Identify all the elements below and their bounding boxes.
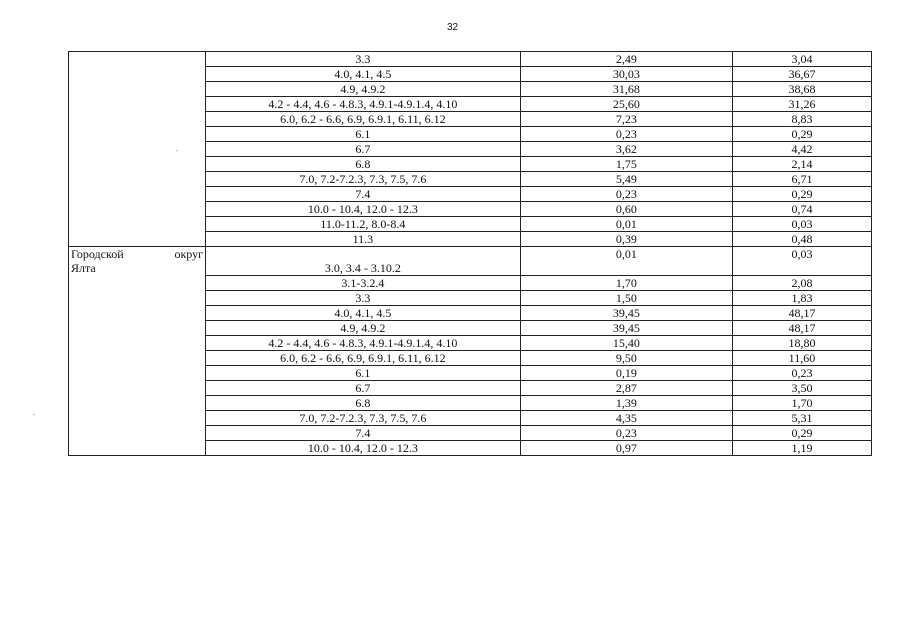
zone-code-text: 11.0-11.2, 8.0-8.4 <box>320 217 406 231</box>
zone-code-cell <box>206 82 521 97</box>
zone-code-text: 4.2 - 4.4, 4.6 - 4.8.3, 4.9.1-4.9.1.4, 4.10 <box>268 97 458 111</box>
zone-code-text: 6.7 <box>355 142 371 156</box>
zone-code-cell <box>206 321 521 336</box>
table-body <box>69 52 872 456</box>
value-cell-2: 48,17 <box>732 306 871 321</box>
value-cell-1: 2,87 <box>520 381 732 396</box>
zone-code-cell <box>206 247 521 276</box>
value-cell-2: 11,60 <box>732 351 871 366</box>
zone-code-cell <box>206 411 521 426</box>
value-cell-1: 0,01 <box>520 217 732 232</box>
region-name-line2: Ялта <box>71 261 96 275</box>
region-cell <box>69 247 206 456</box>
value-cell-1: 39,45 <box>520 321 732 336</box>
value-cell-1: 0,01 <box>520 247 732 276</box>
zone-code-cell <box>206 441 521 456</box>
zone-code-text: 4.9, 4.9.2 <box>340 82 386 96</box>
zone-code-text: 7.0, 7.2-7.2.3, 7.3, 7.5, 7.6 <box>299 411 427 425</box>
value-cell-1: 0,97 <box>520 441 732 456</box>
zone-code-cell <box>206 217 521 232</box>
zone-code-cell <box>206 426 521 441</box>
value-cell-2: 36,67 <box>732 67 871 82</box>
zone-code-text: 4.2 - 4.4, 4.6 - 4.8.3, 4.9.1-4.9.1.4, 4.10 <box>268 336 458 350</box>
region-name-line1 <box>71 247 203 261</box>
value-cell-1: 7,23 <box>520 112 732 127</box>
value-cell-1: 30,03 <box>520 67 732 82</box>
value-cell-1: 1,75 <box>520 157 732 172</box>
zone-code-cell <box>206 306 521 321</box>
value-cell-2: 18,80 <box>732 336 871 351</box>
value-cell-2: 0,23 <box>732 366 871 381</box>
value-cell-2: 1,70 <box>732 396 871 411</box>
value-cell-1: 39,45 <box>520 306 732 321</box>
value-cell-1: 25,60 <box>520 97 732 112</box>
value-cell-1: 0,19 <box>520 366 732 381</box>
value-cell-2: 0,48 <box>732 232 871 247</box>
value-cell-2: 0,03 <box>732 217 871 232</box>
zone-code-cell <box>206 381 521 396</box>
zone-code-cell <box>206 67 521 82</box>
value-cell-2: 48,17 <box>732 321 871 336</box>
zone-code-text: 6.8 <box>355 396 371 410</box>
table-row <box>69 52 872 67</box>
zone-code-cell <box>206 276 521 291</box>
value-cell-1: 31,68 <box>520 82 732 97</box>
zone-code-cell <box>206 291 521 306</box>
value-cell-2: 2,08 <box>732 276 871 291</box>
value-cell-1: 9,50 <box>520 351 732 366</box>
scan-speck <box>33 414 35 415</box>
value-cell-2: 1,19 <box>732 441 871 456</box>
value-cell-2: 31,26 <box>732 97 871 112</box>
value-cell-1: 0,23 <box>520 187 732 202</box>
zone-code-text: 7.0, 7.2-7.2.3, 7.3, 7.5, 7.6 <box>299 172 427 186</box>
zone-code-text: 4.0, 4.1, 4.5 <box>334 306 392 320</box>
region-name-word: округ <box>174 247 204 261</box>
value-cell-2: 8,83 <box>732 112 871 127</box>
zone-code-cell <box>206 52 521 67</box>
zone-code-text: 6.0, 6.2 - 6.6, 6.9, 6.9.1, 6.11, 6.12 <box>280 112 446 126</box>
zone-code-text: 7.4 <box>355 187 371 201</box>
zone-code-cell <box>206 97 521 112</box>
value-cell-1: 1,50 <box>520 291 732 306</box>
value-cell-2: 0,29 <box>732 127 871 142</box>
value-cell-2: 3,50 <box>732 381 871 396</box>
value-cell-1: 0,23 <box>520 127 732 142</box>
zone-code-cell <box>206 172 521 187</box>
zone-code-text: 6.7 <box>355 381 371 395</box>
value-cell-2: 0,74 <box>732 202 871 217</box>
zone-code-cell <box>206 202 521 217</box>
value-cell-1: 0,39 <box>520 232 732 247</box>
value-cell-2: 0,29 <box>732 426 871 441</box>
zone-code-text: 6.0, 6.2 - 6.6, 6.9, 6.9.1, 6.11, 6.12 <box>280 351 446 365</box>
page-number: 32 <box>446 22 459 33</box>
zone-code-text: 3.3 <box>355 291 371 305</box>
value-cell-2: 2,14 <box>732 157 871 172</box>
zone-code-cell <box>206 112 521 127</box>
zone-code-text: 3.3 <box>355 52 371 66</box>
zone-code-text: 6.8 <box>355 157 371 171</box>
value-cell-2: 5,31 <box>732 411 871 426</box>
zone-code-text: 6.1 <box>355 127 371 141</box>
zone-code-cell <box>206 127 521 142</box>
zone-code-text: 11.3 <box>352 232 374 246</box>
zone-code-cell <box>206 187 521 202</box>
value-cell-2: 38,68 <box>732 82 871 97</box>
value-cell-2: 1,83 <box>732 291 871 306</box>
value-cell-1: 0,23 <box>520 426 732 441</box>
zone-code-text: 7.4 <box>355 426 371 440</box>
value-cell-2: 6,71 <box>732 172 871 187</box>
value-cell-1: 1,70 <box>520 276 732 291</box>
value-cell-1: 4,35 <box>520 411 732 426</box>
region-name-word: Городской <box>71 247 124 261</box>
value-cell-2: 0,29 <box>732 187 871 202</box>
zone-code-text: 6.1 <box>355 366 371 380</box>
zone-code-cell <box>206 336 521 351</box>
zone-code-text: 4.0, 4.1, 4.5 <box>334 67 392 81</box>
region-cell <box>69 52 206 247</box>
zone-code-text: 10.0 - 10.4, 12.0 - 12.3 <box>307 202 418 216</box>
value-cell-1: 0,60 <box>520 202 732 217</box>
zone-code-cell <box>206 157 521 172</box>
scan-speck <box>176 150 178 151</box>
zone-code-cell <box>206 142 521 157</box>
zone-code-cell <box>206 351 521 366</box>
value-cell-1: 2,49 <box>520 52 732 67</box>
value-cell-2: 0,03 <box>732 247 871 276</box>
table-row <box>69 247 872 276</box>
value-cell-2: 4,42 <box>732 142 871 157</box>
zone-code-text: 4.9, 4.9.2 <box>340 321 386 335</box>
zone-code-cell <box>206 366 521 381</box>
zone-code-text: 3.0, 3.4 - 3.10.2 <box>324 261 401 275</box>
value-cell-1: 1,39 <box>520 396 732 411</box>
value-cell-1: 5,49 <box>520 172 732 187</box>
zone-code-cell <box>206 232 521 247</box>
value-cell-1: 15,40 <box>520 336 732 351</box>
zone-code-text: 3.1-3.2.4 <box>341 276 385 290</box>
value-cell-1: 3,62 <box>520 142 732 157</box>
value-cell-2: 3,04 <box>732 52 871 67</box>
zone-code-cell <box>206 396 521 411</box>
zone-code-text: 10.0 - 10.4, 12.0 - 12.3 <box>307 441 418 455</box>
data-table <box>68 51 872 456</box>
